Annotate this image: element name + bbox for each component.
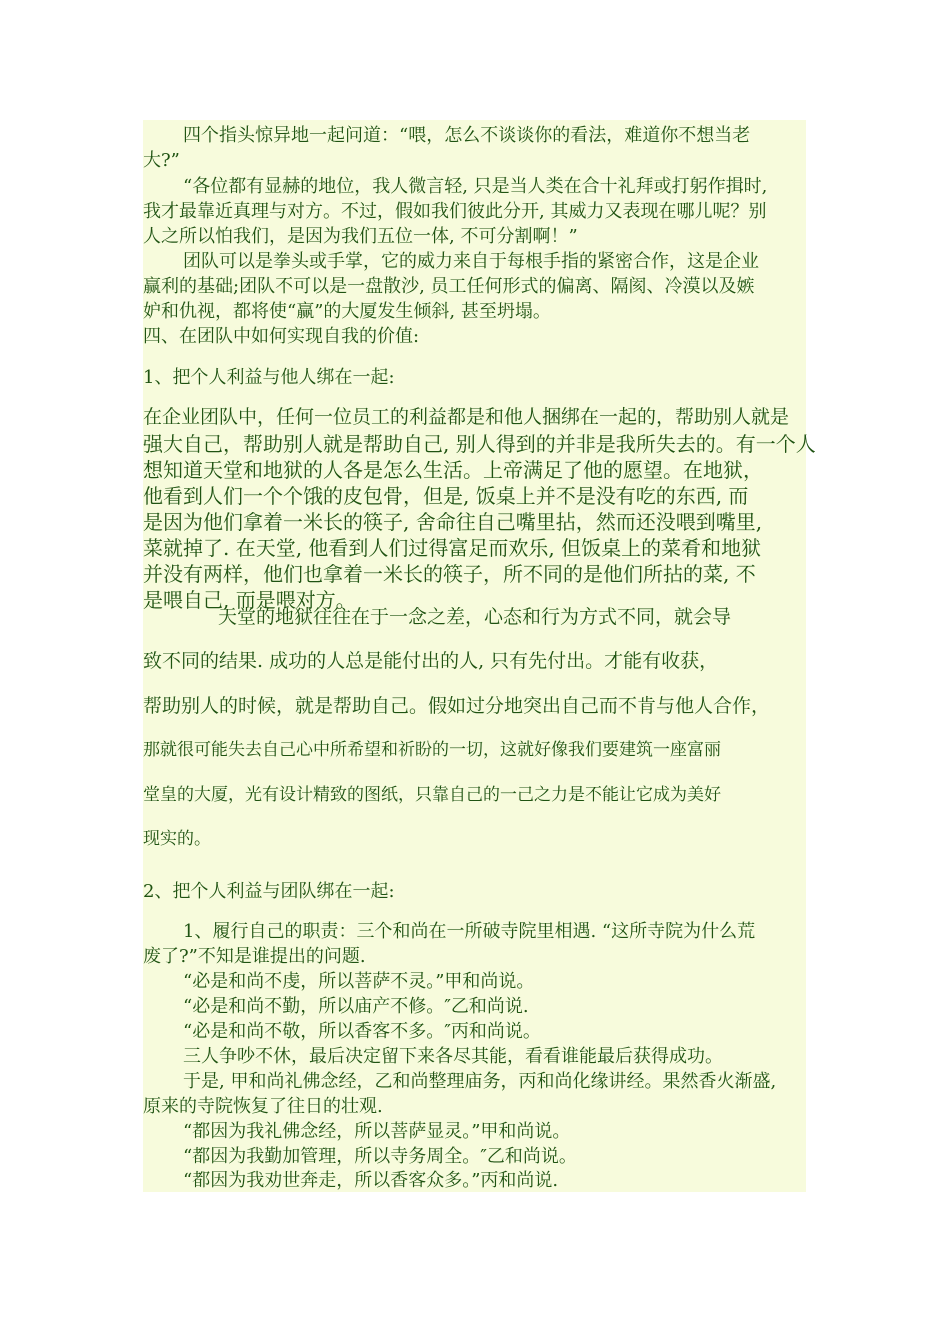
paragraph-line: 妒和仇视，都将使“赢”的大厦发生倾斜, 甚至坍塌。 xyxy=(143,301,551,322)
paragraph-line: 是喂自己, 而是喂对方。 xyxy=(143,588,356,612)
dialogue-line: “必是和尚不敬，所以香客不多。″丙和尚说。 xyxy=(183,1021,541,1042)
subsection-heading: 2、把个人利益与团队绑在一起: xyxy=(143,881,395,902)
paragraph-line: 现实的。 xyxy=(143,829,211,849)
dialogue-line: “都因为我礼佛念经，所以菩萨显灵。”甲和尚说。 xyxy=(183,1121,571,1142)
section-heading: 四、在团队中如何实现自我的价值: xyxy=(143,326,420,347)
paragraph-line: 堂皇的大厦，光有设计精致的图纸，只靠自己的一己之力是不能让它成为美好 xyxy=(143,785,721,805)
paragraph-line: 那就很可能失去自己心中所希望和祈盼的一切，这就好像我们要建筑一座富丽 xyxy=(143,740,721,760)
paragraph-line: 四个指头惊异地一起问道：“喂，怎么不谈谈你的看法，难道你不想当老 xyxy=(183,125,751,146)
paragraph-line: 天堂的地狱往往在于一念之差，心态和行为方式不同，就会导 xyxy=(218,606,732,628)
paragraph-line: 赢利的基础;团队不可以是一盘散沙, 员工任何形式的偏离、隔阂、冷漠以及嫉 xyxy=(143,276,755,297)
paragraph-line: 想知道天堂和地狱的人各是怎么生活。上帝满足了他的愿望。在地狱， xyxy=(143,458,763,482)
paragraph-line: 在企业团队中，任何一位员工的利益都是和他人捆绑在一起的，帮助别人就是 xyxy=(143,406,790,428)
dialogue-line: “必是和尚不勤，所以庙产不修。″乙和尚说. xyxy=(183,996,529,1017)
paragraph-line: 是因为他们拿着一米长的筷子, 舍命往自己嘴里拈，然而还没喂到嘴里, xyxy=(143,510,763,534)
paragraph-line: 帮助别人的时候，就是帮助自己。假如过分地突出自己而不肯与他人合作， xyxy=(143,695,771,717)
paragraph-line: 并没有两样，他们也拿着一米长的筷子，所不同的是他们所拈的菜, 不 xyxy=(143,562,756,586)
paragraph-line: 废了?”不知是谁提出的问题. xyxy=(143,946,366,967)
paragraph-line: 强大自己，帮助别人就是帮助自己, 别人得到的并非是我所失去的。有一个人 xyxy=(143,432,816,456)
paragraph-line: 1、履行自己的职责：三个和尚在一所破寺院里相遇. “这所寺院为什么荒 xyxy=(183,921,756,942)
dialogue-line: “都因为我勤加管理，所以寺务周全。″乙和尚说。 xyxy=(183,1146,577,1167)
paragraph-line: 三人争吵不休，最后决定留下来各尽其能，看看谁能最后获得成功。 xyxy=(183,1046,723,1067)
paragraph-line: 于是, 甲和尚礼佛念经，乙和尚整理庙务，丙和尚化缘讲经。果然香火渐盛, xyxy=(183,1071,777,1092)
paragraph-line: “各位都有显赫的地位，我人微言轻, 只是当人类在合十礼拜或打躬作揖时, xyxy=(183,176,768,197)
paragraph-line: 原来的寺院恢复了往日的壮观. xyxy=(143,1096,383,1117)
paragraph-line: 菜就掉了. 在天堂, 他看到人们过得富足而欢乐, 但饭桌上的菜肴和地狱 xyxy=(143,536,762,560)
dialogue-line: “必是和尚不虔，所以菩萨不灵。”甲和尚说。 xyxy=(183,971,535,992)
dialogue-line: “都因为我劝世奔走，所以香客众多。”丙和尚说. xyxy=(183,1170,559,1191)
paragraph-line: 他看到人们一个个饿的皮包骨，但是, 饭桌上并不是没有吃的东西, 而 xyxy=(143,484,749,508)
subsection-heading: 1、把个人利益与他人绑在一起: xyxy=(143,367,395,388)
paragraph-line: 致不同的结果. 成功的人总是能付出的人, 只有先付出。才能有收获， xyxy=(143,650,719,672)
paragraph-line: 大?” xyxy=(143,150,180,171)
paragraph-line: 人之所以怕我们，是因为我们五位一体, 不可分割啊！” xyxy=(143,226,578,247)
paragraph-line: 我才最靠近真理与对方。不过，假如我们彼此分开, 其威力又表现在哪儿呢？别 xyxy=(143,201,767,222)
paragraph-line: 团队可以是拳头或手掌，它的威力来自于每根手指的紧密合作，这是企业 xyxy=(183,251,759,272)
